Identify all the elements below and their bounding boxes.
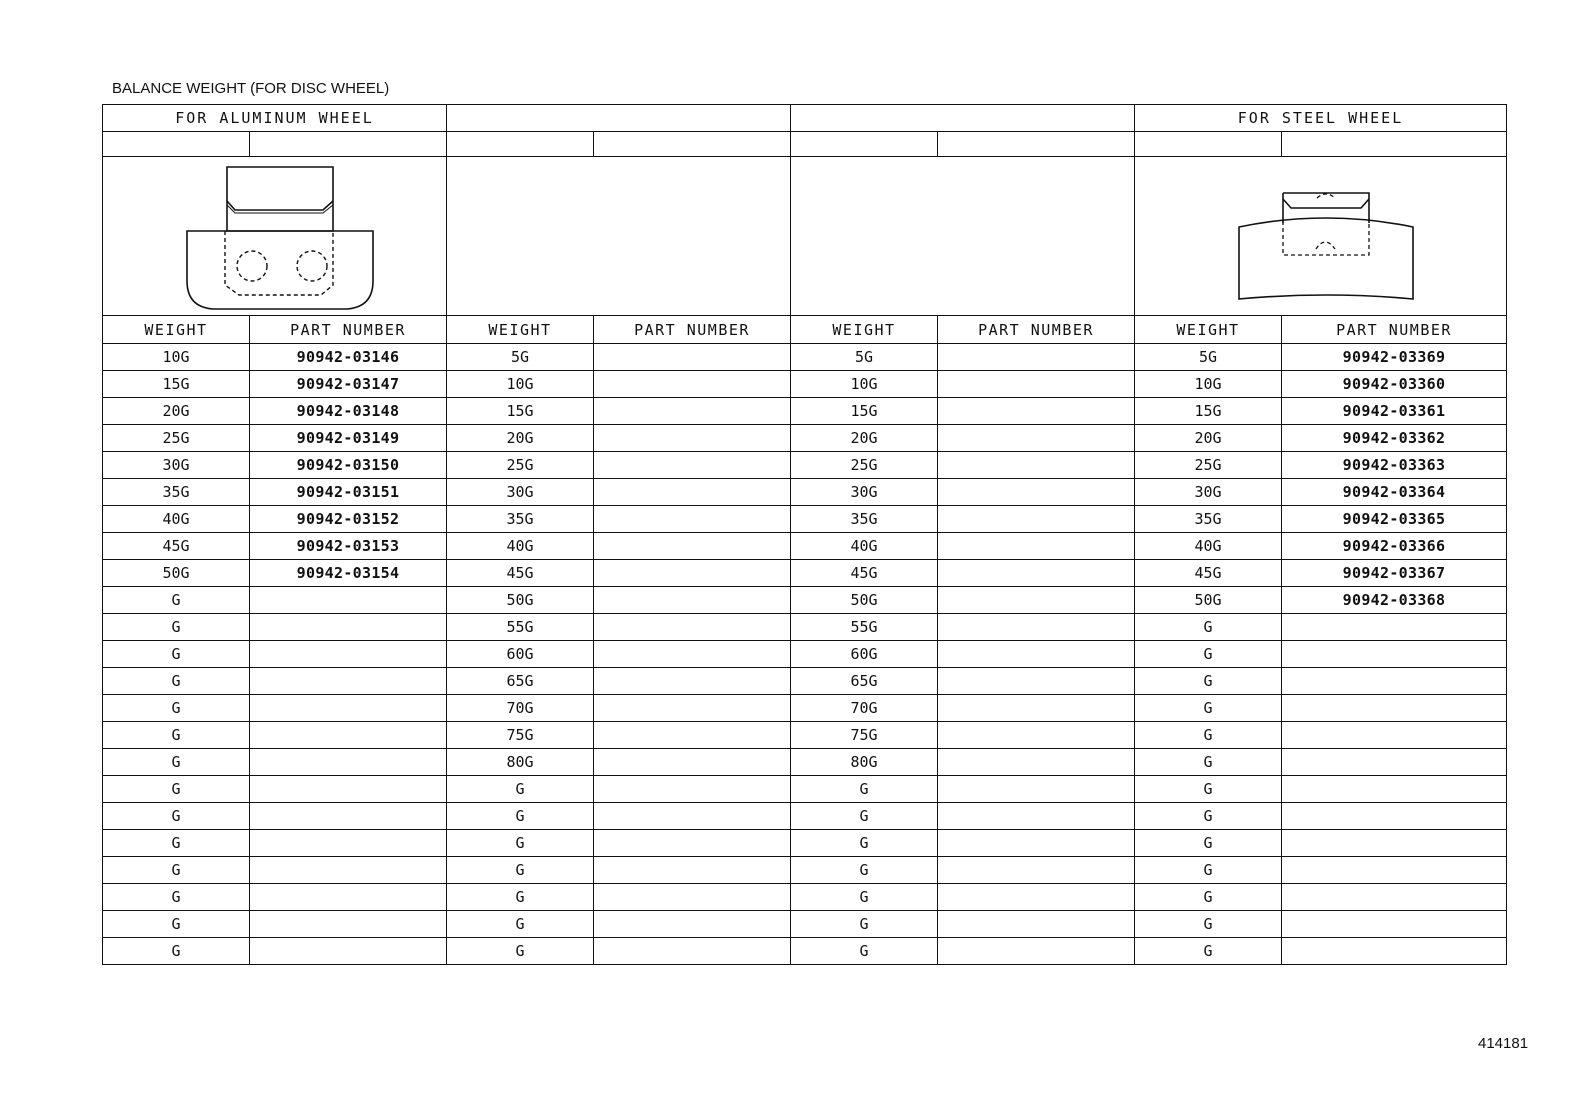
page-title: BALANCE WEIGHT (FOR DISC WHEEL): [112, 80, 390, 97]
weight-cell: G: [447, 776, 594, 803]
section-title-blank-2: [791, 105, 1135, 132]
part-number-cell: [938, 641, 1135, 668]
part-number-cell: 90942-03149: [250, 425, 447, 452]
weight-cell: G: [447, 884, 594, 911]
part-number-cell: [938, 452, 1135, 479]
table-row: [103, 398, 1507, 425]
weight-cell: 70G: [791, 695, 938, 722]
table-row: [103, 506, 1507, 533]
weight-cell: 5G: [447, 344, 594, 371]
part-number-cell: 90942-03147: [250, 371, 447, 398]
part-number-cell: [1282, 884, 1507, 911]
weight-cell: 40G: [1135, 533, 1282, 560]
part-number-cell: [1282, 776, 1507, 803]
column-header-weight: WEIGHT: [1135, 316, 1282, 344]
part-number-cell: [250, 911, 447, 938]
weight-cell: G: [103, 884, 250, 911]
part-number-cell: [1282, 668, 1507, 695]
part-number-cell: [250, 884, 447, 911]
section-title-steel: FOR STEEL WHEEL: [1135, 105, 1507, 132]
sub-cell: [447, 132, 594, 157]
weight-cell: 75G: [447, 722, 594, 749]
weight-cell: 50G: [447, 587, 594, 614]
table-row: [103, 668, 1507, 695]
part-number-cell: [938, 479, 1135, 506]
weight-cell: G: [103, 830, 250, 857]
weight-cell: G: [1135, 803, 1282, 830]
part-number-cell: [250, 803, 447, 830]
part-number-cell: [594, 560, 791, 587]
column-header-part-number: PART NUMBER: [1282, 316, 1507, 344]
weight-cell: G: [103, 641, 250, 668]
steel-wheel-weight-icon: [1221, 171, 1421, 301]
sub-cell: [1282, 132, 1507, 157]
table-row: [103, 938, 1507, 965]
weight-cell: 25G: [447, 452, 594, 479]
part-number-cell: 90942-03361: [1282, 398, 1507, 425]
sub-cell: [250, 132, 447, 157]
part-number-cell: [938, 533, 1135, 560]
weight-cell: 45G: [103, 533, 250, 560]
part-number-cell: [938, 344, 1135, 371]
part-number-cell: [594, 452, 791, 479]
part-number-cell: [1282, 749, 1507, 776]
part-number-cell: 90942-03148: [250, 398, 447, 425]
column-header-part-number: PART NUMBER: [250, 316, 447, 344]
section-title-aluminum: FOR ALUMINUM WHEEL: [103, 105, 447, 132]
weight-cell: 15G: [1135, 398, 1282, 425]
weight-cell: 20G: [791, 425, 938, 452]
part-number-cell: 90942-03153: [250, 533, 447, 560]
weight-cell: 75G: [791, 722, 938, 749]
column-header-weight: WEIGHT: [447, 316, 594, 344]
part-number-cell: [594, 695, 791, 722]
table-row: [103, 344, 1507, 371]
table-row: [103, 857, 1507, 884]
weight-cell: G: [1135, 695, 1282, 722]
part-number-cell: 90942-03364: [1282, 479, 1507, 506]
table-row: [103, 749, 1507, 776]
weight-cell: G: [791, 803, 938, 830]
weight-cell: 25G: [1135, 452, 1282, 479]
part-number-cell: [250, 614, 447, 641]
part-number-cell: [250, 587, 447, 614]
part-number-cell: [594, 533, 791, 560]
figure-cell-blank-2: [791, 157, 1135, 316]
column-header-part-number: PART NUMBER: [594, 316, 791, 344]
part-number-cell: [594, 884, 791, 911]
table-row: [103, 803, 1507, 830]
part-number-cell: [594, 911, 791, 938]
part-number-cell: 90942-03362: [1282, 425, 1507, 452]
part-number-cell: 90942-03365: [1282, 506, 1507, 533]
part-number-cell: [250, 938, 447, 965]
figure-cell-aluminum: [103, 157, 447, 316]
part-number-cell: [594, 938, 791, 965]
weight-cell: G: [103, 776, 250, 803]
weight-cell: 25G: [791, 452, 938, 479]
sub-cell: [103, 132, 250, 157]
part-number-cell: [1282, 722, 1507, 749]
table-row: [103, 587, 1507, 614]
part-number-cell: [250, 641, 447, 668]
part-number-cell: [938, 857, 1135, 884]
part-number-cell: [938, 695, 1135, 722]
weight-cell: 50G: [1135, 587, 1282, 614]
table-row: [103, 776, 1507, 803]
part-number-cell: [938, 371, 1135, 398]
weight-cell: G: [447, 830, 594, 857]
weight-cell: G: [103, 938, 250, 965]
part-number-cell: [938, 587, 1135, 614]
weight-cell: 10G: [447, 371, 594, 398]
part-number-cell: [594, 371, 791, 398]
weight-cell: G: [1135, 776, 1282, 803]
part-number-cell: 90942-03152: [250, 506, 447, 533]
weight-cell: G: [103, 614, 250, 641]
weight-cell: G: [103, 587, 250, 614]
weight-cell: 20G: [103, 398, 250, 425]
figure-cell-blank-1: [447, 157, 791, 316]
part-number-cell: [594, 830, 791, 857]
table-row: [103, 614, 1507, 641]
part-number-cell: 90942-03367: [1282, 560, 1507, 587]
part-number-cell: 90942-03369: [1282, 344, 1507, 371]
weight-cell: G: [1135, 668, 1282, 695]
part-number-cell: [1282, 830, 1507, 857]
part-number-cell: 90942-03360: [1282, 371, 1507, 398]
weight-cell: G: [791, 938, 938, 965]
weight-cell: 80G: [791, 749, 938, 776]
weight-cell: 15G: [791, 398, 938, 425]
table-row: [103, 452, 1507, 479]
part-number-cell: 90942-03366: [1282, 533, 1507, 560]
aluminum-wheel-weight-icon: [175, 161, 375, 311]
part-number-cell: [594, 803, 791, 830]
figure-id: 414181: [1478, 1035, 1529, 1052]
weight-cell: G: [791, 884, 938, 911]
weight-cell: 30G: [1135, 479, 1282, 506]
column-header-part-number: PART NUMBER: [938, 316, 1135, 344]
part-number-cell: [1282, 803, 1507, 830]
weight-cell: G: [447, 857, 594, 884]
section-title-blank-1: [447, 105, 791, 132]
part-number-cell: [1282, 641, 1507, 668]
weight-cell: 45G: [447, 560, 594, 587]
part-number-cell: [250, 668, 447, 695]
weight-cell: 55G: [447, 614, 594, 641]
part-number-cell: [1282, 614, 1507, 641]
part-number-cell: [250, 722, 447, 749]
weight-cell: G: [1135, 749, 1282, 776]
weight-cell: 10G: [1135, 371, 1282, 398]
table-row: [103, 695, 1507, 722]
weight-cell: 65G: [447, 668, 594, 695]
part-number-cell: 90942-03154: [250, 560, 447, 587]
table-row: [103, 722, 1507, 749]
weight-cell: G: [791, 776, 938, 803]
part-number-cell: [250, 857, 447, 884]
part-number-cell: [594, 479, 791, 506]
weight-cell: 40G: [103, 506, 250, 533]
weight-cell: G: [103, 668, 250, 695]
weight-cell: 5G: [1135, 344, 1282, 371]
weight-cell: 35G: [791, 506, 938, 533]
weight-cell: 60G: [447, 641, 594, 668]
weight-cell: 25G: [103, 425, 250, 452]
weight-cell: G: [103, 803, 250, 830]
weight-cell: 65G: [791, 668, 938, 695]
part-number-cell: [594, 506, 791, 533]
table-row: [103, 371, 1507, 398]
weight-cell: 50G: [791, 587, 938, 614]
figure-cell-steel: [1135, 157, 1507, 316]
table-row: [103, 911, 1507, 938]
part-number-cell: [594, 641, 791, 668]
part-number-cell: [250, 776, 447, 803]
sub-cell: [938, 132, 1135, 157]
weight-cell: G: [791, 830, 938, 857]
weight-cell: 20G: [1135, 425, 1282, 452]
part-number-cell: [594, 614, 791, 641]
weight-cell: 50G: [103, 560, 250, 587]
weight-cell: G: [1135, 614, 1282, 641]
part-number-cell: [938, 884, 1135, 911]
weight-cell: G: [791, 857, 938, 884]
part-number-cell: [250, 749, 447, 776]
part-number-cell: [938, 506, 1135, 533]
part-number-cell: [250, 695, 447, 722]
weight-cell: G: [1135, 722, 1282, 749]
weight-cell: 10G: [103, 344, 250, 371]
weight-cell: 30G: [103, 452, 250, 479]
part-number-cell: 90942-03146: [250, 344, 447, 371]
weight-cell: G: [447, 803, 594, 830]
weight-cell: 45G: [1135, 560, 1282, 587]
weight-cell: 45G: [791, 560, 938, 587]
part-number-cell: [1282, 695, 1507, 722]
weight-cell: 40G: [791, 533, 938, 560]
part-number-cell: [938, 560, 1135, 587]
sub-cell: [791, 132, 938, 157]
part-number-cell: [938, 803, 1135, 830]
part-number-cell: [594, 425, 791, 452]
part-number-cell: [938, 911, 1135, 938]
weight-cell: 15G: [103, 371, 250, 398]
part-number-cell: [594, 398, 791, 425]
part-number-cell: [938, 425, 1135, 452]
weight-cell: 40G: [447, 533, 594, 560]
weight-cell: G: [447, 911, 594, 938]
weight-cell: 35G: [103, 479, 250, 506]
weight-cell: 20G: [447, 425, 594, 452]
column-header-weight: WEIGHT: [103, 316, 250, 344]
weight-cell: 30G: [791, 479, 938, 506]
part-number-cell: [938, 668, 1135, 695]
weight-cell: G: [447, 938, 594, 965]
column-header-weight: WEIGHT: [791, 316, 938, 344]
part-number-cell: [938, 749, 1135, 776]
part-number-cell: [250, 830, 447, 857]
part-number-cell: [938, 614, 1135, 641]
sub-cell: [1135, 132, 1282, 157]
weight-cell: 60G: [791, 641, 938, 668]
part-number-cell: [594, 776, 791, 803]
weight-cell: G: [103, 911, 250, 938]
weight-cell: 35G: [447, 506, 594, 533]
weight-cell: G: [1135, 884, 1282, 911]
table-row: [103, 560, 1507, 587]
part-number-cell: [594, 722, 791, 749]
part-number-cell: [938, 776, 1135, 803]
part-number-cell: [594, 587, 791, 614]
part-number-cell: 90942-03368: [1282, 587, 1507, 614]
part-number-cell: [938, 398, 1135, 425]
part-number-cell: [594, 749, 791, 776]
weight-cell: G: [1135, 911, 1282, 938]
weight-cell: G: [1135, 938, 1282, 965]
part-number-cell: [594, 668, 791, 695]
weight-cell: G: [103, 749, 250, 776]
weight-cell: G: [1135, 641, 1282, 668]
part-number-cell: [1282, 911, 1507, 938]
weight-cell: 80G: [447, 749, 594, 776]
part-number-cell: [1282, 938, 1507, 965]
weight-cell: G: [1135, 830, 1282, 857]
weight-cell: 15G: [447, 398, 594, 425]
weight-cell: 30G: [447, 479, 594, 506]
part-number-cell: [594, 344, 791, 371]
part-number-cell: [938, 830, 1135, 857]
weight-cell: G: [103, 722, 250, 749]
part-number-cell: 90942-03363: [1282, 452, 1507, 479]
weight-cell: G: [791, 911, 938, 938]
table-row: [103, 641, 1507, 668]
part-number-cell: [1282, 857, 1507, 884]
weight-cell: 55G: [791, 614, 938, 641]
table-row: [103, 830, 1507, 857]
table-row: [103, 884, 1507, 911]
weight-cell: 5G: [791, 344, 938, 371]
part-number-cell: [594, 857, 791, 884]
table-row: [103, 425, 1507, 452]
part-number-cell: 90942-03150: [250, 452, 447, 479]
balance-weight-table: [102, 104, 1507, 965]
weight-cell: 10G: [791, 371, 938, 398]
weight-cell: G: [1135, 857, 1282, 884]
part-number-cell: 90942-03151: [250, 479, 447, 506]
table-row: [103, 479, 1507, 506]
weight-cell: G: [103, 857, 250, 884]
weight-cell: 70G: [447, 695, 594, 722]
weight-cell: G: [103, 695, 250, 722]
part-number-cell: [938, 938, 1135, 965]
weight-cell: 35G: [1135, 506, 1282, 533]
table-row: [103, 533, 1507, 560]
part-number-cell: [938, 722, 1135, 749]
sub-cell: [594, 132, 791, 157]
